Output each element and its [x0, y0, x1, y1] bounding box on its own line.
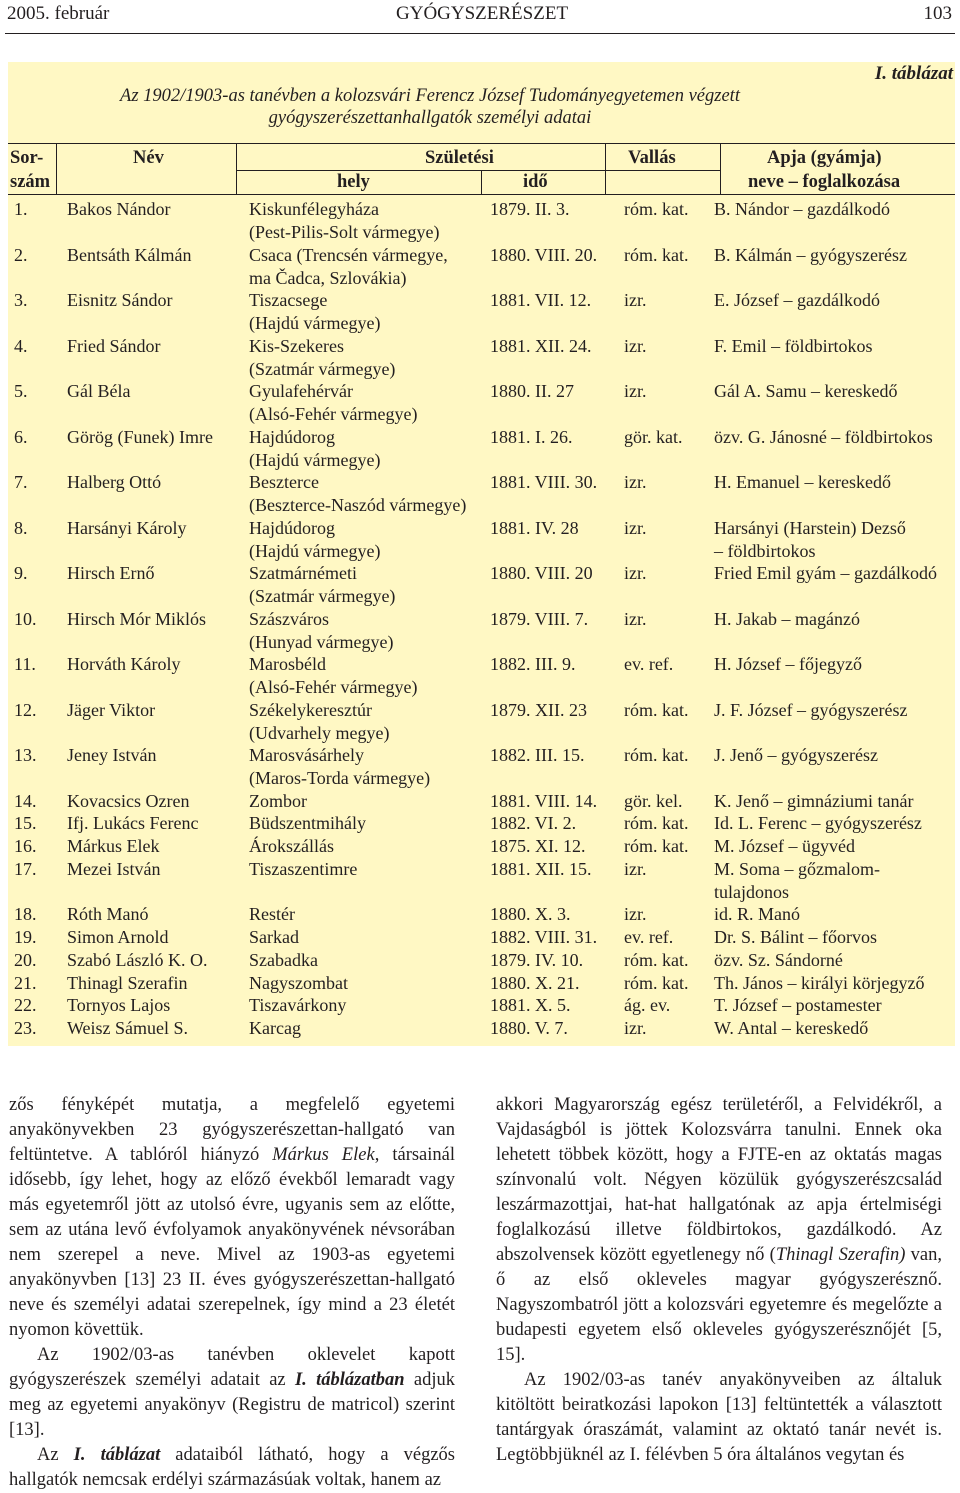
student-name: Weisz Sámuel S.: [67, 1018, 189, 1038]
father-occupation: Gál A. Samu – kereskedő: [714, 381, 898, 401]
student-name: Jäger Viktor: [67, 699, 156, 720]
table-rule-top: [8, 143, 955, 144]
birth-place: Kis-Szekeres (Szatmár vármegye): [249, 335, 396, 379]
religion: izr.: [624, 517, 647, 538]
religion: róm. kat.: [624, 972, 689, 993]
col-header-apja: Apja (gyámja): [767, 148, 882, 168]
religion: róm. kat.: [624, 836, 689, 856]
religion: izr.: [624, 472, 647, 492]
row-number: 17.: [14, 858, 37, 879]
table-row: [0, 699, 960, 745]
table-row: [0, 994, 960, 1017]
birth-place: Szatmárnémeti (Szatmár vármegye): [249, 563, 396, 606]
header-rule: [5, 33, 955, 34]
table-body: [0, 198, 960, 1040]
birth-place: Kiskunfélegyháza (Pest-Pilis-Solt vármegye): [249, 199, 440, 242]
birth-date: 1879. VIII. 7.: [490, 608, 589, 629]
student-name: Tornyos Lajos: [67, 995, 171, 1016]
father-occupation: H. József – főjegyző: [714, 654, 862, 674]
table-rule-birth: [236, 170, 720, 171]
father-occupation: Fried Emil gyám – gazdálkodó: [714, 563, 937, 583]
religion: izr.: [624, 858, 647, 879]
table-caption: [110, 85, 750, 129]
col-header-hely: hely: [337, 172, 370, 192]
father-occupation: M. Soma – gőzmalom- tulajdonos: [714, 858, 880, 902]
student-name: Fried Sándor: [67, 335, 161, 356]
table-row: [0, 858, 960, 904]
row-number: 1.: [14, 199, 28, 219]
birth-date: 1882. VIII. 31.: [490, 927, 598, 947]
birth-place: Marosbéld (Alsó-Fehér vármegye): [249, 654, 418, 697]
caption-line-1: Az 1902/1903-as tanévben a kolozsvári Ferencz József Tudományegyetemen végzett: [120, 86, 740, 106]
student-name: Hirsch Ernő: [67, 563, 155, 583]
table-row: [0, 471, 960, 517]
table-row: [0, 198, 960, 244]
row-number: 5.: [14, 381, 28, 401]
religion: izr.: [624, 1018, 647, 1038]
table-row: [0, 812, 960, 835]
table-row: [0, 1017, 960, 1040]
student-name: Kovacsics Ozren: [67, 790, 190, 811]
birth-place: Tiszacsege (Hajdú vármegye): [249, 290, 381, 333]
religion: izr.: [624, 563, 647, 583]
table-row: [0, 790, 960, 813]
row-number: 18.: [14, 904, 37, 925]
paragraph: akkori Magyarország egész területéről, a Felvidékről, a Vajdaságból is jöttek Kolozsvárra tanulni. Ennek oka lehetett többek között, hogy a FJTE-en az oktatás magas színvonalú volt. Négyen közülük gyógyszerészcsalád leszármazottjai, hat-hat hallgatónak az apja értelmiségi foglalkozású illetve földbirtokos, gazdálkodó. Az abszolvensek között egyetlenegy nő (Thinagl Szerafin) van, ő az első okleveles magyar gyógyszerésznő. Nagyszombatról jött a kolozsvári egyetemre és megelőzte a budapesti egyetem első okleveles gyógyszerésznőjét [5, 15].: [496, 1095, 943, 1365]
table-row: [0, 517, 960, 563]
birth-date: 1881. IV. 28: [490, 517, 579, 538]
row-number: 9.: [14, 563, 28, 583]
table-row: [0, 926, 960, 949]
religion: izr.: [624, 904, 647, 925]
student-name: Szabó László K. O.: [67, 949, 208, 970]
col-header-nev: Név: [133, 148, 164, 168]
paragraph: Az 1902/03-as tanév anyakönyveiben az általuk kitöltött beiratkozási lapokon [13] feltüntették a választott tantárgyak óraszámát, valamint az oktató tanár nevét is. Legtöbbjüknél az I. félévben 5 óra általános vegytan és: [496, 1370, 942, 1465]
row-number: 19.: [14, 927, 37, 947]
religion: izr.: [624, 290, 647, 310]
student-name: Jeney István: [67, 745, 157, 765]
religion: róm. kat.: [624, 199, 689, 219]
birth-date: 1880. X. 3.: [490, 904, 571, 925]
body-text-left: [9, 1093, 455, 1493]
table-row: [0, 608, 960, 654]
table-row: [0, 744, 960, 790]
birth-place: Gyulafehérvár (Alsó-Fehér vármegye): [249, 381, 418, 424]
birth-place: Szabadka: [249, 949, 318, 970]
row-number: 23.: [14, 1018, 37, 1038]
student-name: Eisnitz Sándor: [67, 290, 173, 310]
birth-date: 1881. VIII. 14.: [490, 790, 598, 811]
table-row: [0, 426, 960, 472]
student-name: Bentsáth Kálmán: [67, 244, 192, 265]
religion: róm. kat.: [624, 745, 689, 765]
caption-line-2: gyógyszerészettanhallgatók személyi adatai: [268, 108, 592, 128]
student-name: Bakos Nándor: [67, 199, 171, 219]
birth-place: Beszterce (Beszterce-Naszód vármegye): [249, 472, 467, 515]
student-name: Róth Manó: [67, 904, 149, 925]
father-occupation: Id. L. Ferenc – gyógyszerész: [714, 813, 922, 834]
birth-date: 1881. I. 26.: [490, 426, 573, 447]
col-header-szam: szám: [10, 172, 51, 192]
table-row: [0, 289, 960, 335]
birth-date: 1882. III. 9.: [490, 654, 576, 674]
birth-place: Zombor: [249, 790, 307, 811]
student-name: Harsányi Károly: [67, 517, 187, 538]
father-occupation: J. Jenő – gyógyszerész: [714, 745, 878, 765]
religion: ev. ref.: [624, 654, 674, 674]
row-number: 12.: [14, 699, 37, 720]
col-header-ido: idő: [523, 172, 548, 192]
father-occupation: Dr. S. Bálint – főorvos: [714, 927, 878, 947]
header-divider: [56, 143, 57, 194]
birth-place: Székelykeresztúr (Udvarhely megye): [249, 699, 390, 743]
row-number: 15.: [14, 813, 37, 834]
father-occupation: W. Antal – kereskedő: [714, 1018, 869, 1038]
table-row: [0, 335, 960, 381]
father-occupation: K. Jenő – gimnáziumi tanár: [714, 790, 914, 811]
birth-date: 1882. VI. 2.: [490, 813, 577, 834]
birth-place: Hajdúdorog (Hajdú vármegye): [249, 426, 381, 470]
birth-place: Hajdúdorog (Hajdú vármegye): [249, 517, 381, 561]
journal-title: GYÓGYSZERÉSZET: [396, 3, 569, 24]
paragraph: Az I. táblázat adataiból látható, hogy a végzős hallgatók nemcsak erdélyi származásúak voltak, hanem az: [9, 1445, 455, 1490]
religion: izr.: [624, 608, 647, 629]
row-number: 16.: [14, 836, 37, 856]
row-number: 10.: [14, 608, 37, 629]
birth-date: 1881. XII. 24.: [490, 335, 592, 356]
table-label: I. táblázat: [874, 63, 953, 84]
student-name: Halberg Ottó: [67, 472, 162, 492]
table-row: [0, 903, 960, 926]
col-header-neve: neve – foglalkozása: [748, 172, 901, 192]
father-occupation: M. József – ügyvéd: [714, 836, 855, 856]
religion: róm. kat.: [624, 949, 689, 970]
birth-place: Tiszavárkony: [249, 995, 347, 1016]
table-row: [0, 835, 960, 858]
religion: izr.: [624, 335, 647, 356]
table-row: [0, 653, 960, 699]
header-divider: [720, 143, 721, 194]
birth-date: 1880. V. 7.: [490, 1018, 568, 1038]
row-number: 14.: [14, 790, 37, 811]
body-text-right: [496, 1093, 942, 1468]
father-occupation: özv. G. Jánosné – földbirtokos: [714, 426, 933, 447]
student-name: Márkus Elek: [67, 836, 160, 856]
birth-date: 1880. VIII. 20.: [490, 244, 598, 265]
page-number: 103: [923, 3, 952, 24]
student-name: Ifj. Lukács Ferenc: [67, 813, 199, 834]
col-header-sor: Sor-: [10, 148, 44, 168]
birth-date: 1882. III. 15.: [490, 745, 585, 765]
religion: róm. kat.: [624, 813, 689, 834]
table-row: [0, 244, 960, 290]
row-number: 7.: [14, 472, 28, 492]
issue-date: 2005. február: [7, 3, 110, 24]
birth-place: Restér: [249, 904, 295, 925]
birth-place: Karcag: [249, 1018, 301, 1038]
row-number: 20.: [14, 949, 37, 970]
table-row: [0, 972, 960, 995]
father-occupation: J. F. József – gyógyszerész: [714, 699, 908, 720]
col-header-vallas: Vallás: [628, 148, 676, 168]
birth-date: 1879. II. 3.: [490, 199, 570, 219]
student-name: Görög (Funek) Imre: [67, 426, 213, 447]
birth-date: 1881. VIII. 30.: [490, 472, 598, 492]
religion: róm. kat.: [624, 699, 689, 720]
father-occupation: E. József – gazdálkodó: [714, 290, 880, 310]
row-number: 8.: [14, 517, 28, 538]
header-divider: [236, 143, 237, 194]
col-header-szuletesi: Születési: [425, 148, 494, 168]
father-occupation: H. Jakab – magánzó: [714, 608, 860, 629]
row-number: 21.: [14, 972, 37, 993]
religion: ev. ref.: [624, 927, 674, 947]
birth-place: Sarkad: [249, 927, 299, 947]
birth-date: 1880. VIII. 20: [490, 563, 593, 583]
row-number: 11.: [14, 654, 36, 674]
row-number: 4.: [14, 335, 28, 356]
row-number: 22.: [14, 995, 37, 1016]
row-number: 3.: [14, 290, 28, 310]
student-name: Simon Arnold: [67, 927, 169, 947]
birth-date: 1879. IV. 10.: [490, 949, 584, 970]
table-row: [0, 562, 960, 608]
father-occupation: id. R. Manó: [714, 904, 801, 925]
student-name: Hirsch Mór Miklós: [67, 608, 206, 629]
student-name: Thinagl Szerafin: [67, 972, 188, 993]
paragraph: Az 1902/03-as tanévben oklevelet kapott gyógyszerészek személyi adatait az I. táblázatban adjuk meg az egyetemi anyakönyv (Registru de matricol) szerint [13].: [9, 1345, 455, 1440]
paragraph: zős fényképét mutatja, a megfelelő egyetemi anyakönyvekben 23 gyógyszerészettan-hallgató van feltüntetve. A tablóról hiányzó Márkus Elek, társainál idősebb, így lehet, hogy az előző évekből lemaradt vagy más egyetemről jött az utolsó évre, ugyanis sem az előtte, sem az utána levő évfolyamok anyakönyvének névsorában nem szerepel a neve. Mivel az 1903-as egyetemi anyakönyvben [13] 23 II. éves gyógyszerészettan-hallgató neve és személyi adatai szerepelnek, így mind a 23 életét nyomon követtük.: [9, 1095, 456, 1340]
student-name: Gál Béla: [67, 381, 131, 401]
birth-place: Büdszentmihály: [249, 813, 366, 834]
table-row: [0, 949, 960, 972]
birth-place: Árokszállás: [249, 836, 334, 856]
row-number: 13.: [14, 745, 37, 765]
religion: róm. kat.: [624, 244, 689, 265]
table-row: [0, 380, 960, 426]
page-header: [0, 0, 960, 28]
father-occupation: F. Emil – földbirtokos: [714, 335, 873, 356]
header-divider: [605, 143, 606, 194]
birth-place: Csaca (Trencsén vármegye, ma Čadca, Szlovákia): [249, 244, 448, 288]
father-occupation: özv. Sz. Sándorné: [714, 949, 843, 970]
religion: izr.: [624, 381, 647, 401]
birth-date: 1881. XII. 15.: [490, 858, 592, 879]
birth-date: 1875. XI. 12.: [490, 836, 586, 856]
birth-place: Szászváros (Hunyad vármegye): [249, 608, 394, 652]
father-occupation: Th. János – királyi körjegyző: [714, 972, 925, 993]
row-number: 6.: [14, 426, 28, 447]
father-occupation: B. Nándor – gazdálkodó: [714, 199, 890, 219]
birth-date: 1880. X. 21.: [490, 972, 580, 993]
student-name: Horváth Károly: [67, 654, 181, 674]
birth-date: 1881. VII. 12.: [490, 290, 592, 310]
religion: gör. kel.: [624, 790, 683, 811]
religion: ág. ev.: [624, 995, 671, 1016]
father-occupation: B. Kálmán – gyógyszerész: [714, 244, 907, 265]
father-occupation: H. Emanuel – kereskedő: [714, 472, 891, 492]
table-rule-header-bottom: [8, 194, 955, 195]
header-divider: [481, 170, 482, 194]
birth-place: Nagyszombat: [249, 972, 348, 993]
birth-place: Tiszaszentimre: [249, 858, 358, 879]
father-occupation: T. József – postamester: [714, 995, 882, 1016]
birth-place: Marosvásárhely (Maros-Torda vármegye): [249, 745, 431, 788]
birth-date: 1880. II. 27: [490, 381, 574, 401]
birth-date: 1881. X. 5.: [490, 995, 571, 1016]
row-number: 2.: [14, 244, 28, 265]
birth-date: 1879. XII. 23: [490, 699, 587, 720]
father-occupation: Harsányi (Harstein) Dezső – földbirtokos: [714, 517, 906, 561]
religion: gör. kat.: [624, 426, 683, 447]
student-name: Mezei István: [67, 858, 161, 879]
